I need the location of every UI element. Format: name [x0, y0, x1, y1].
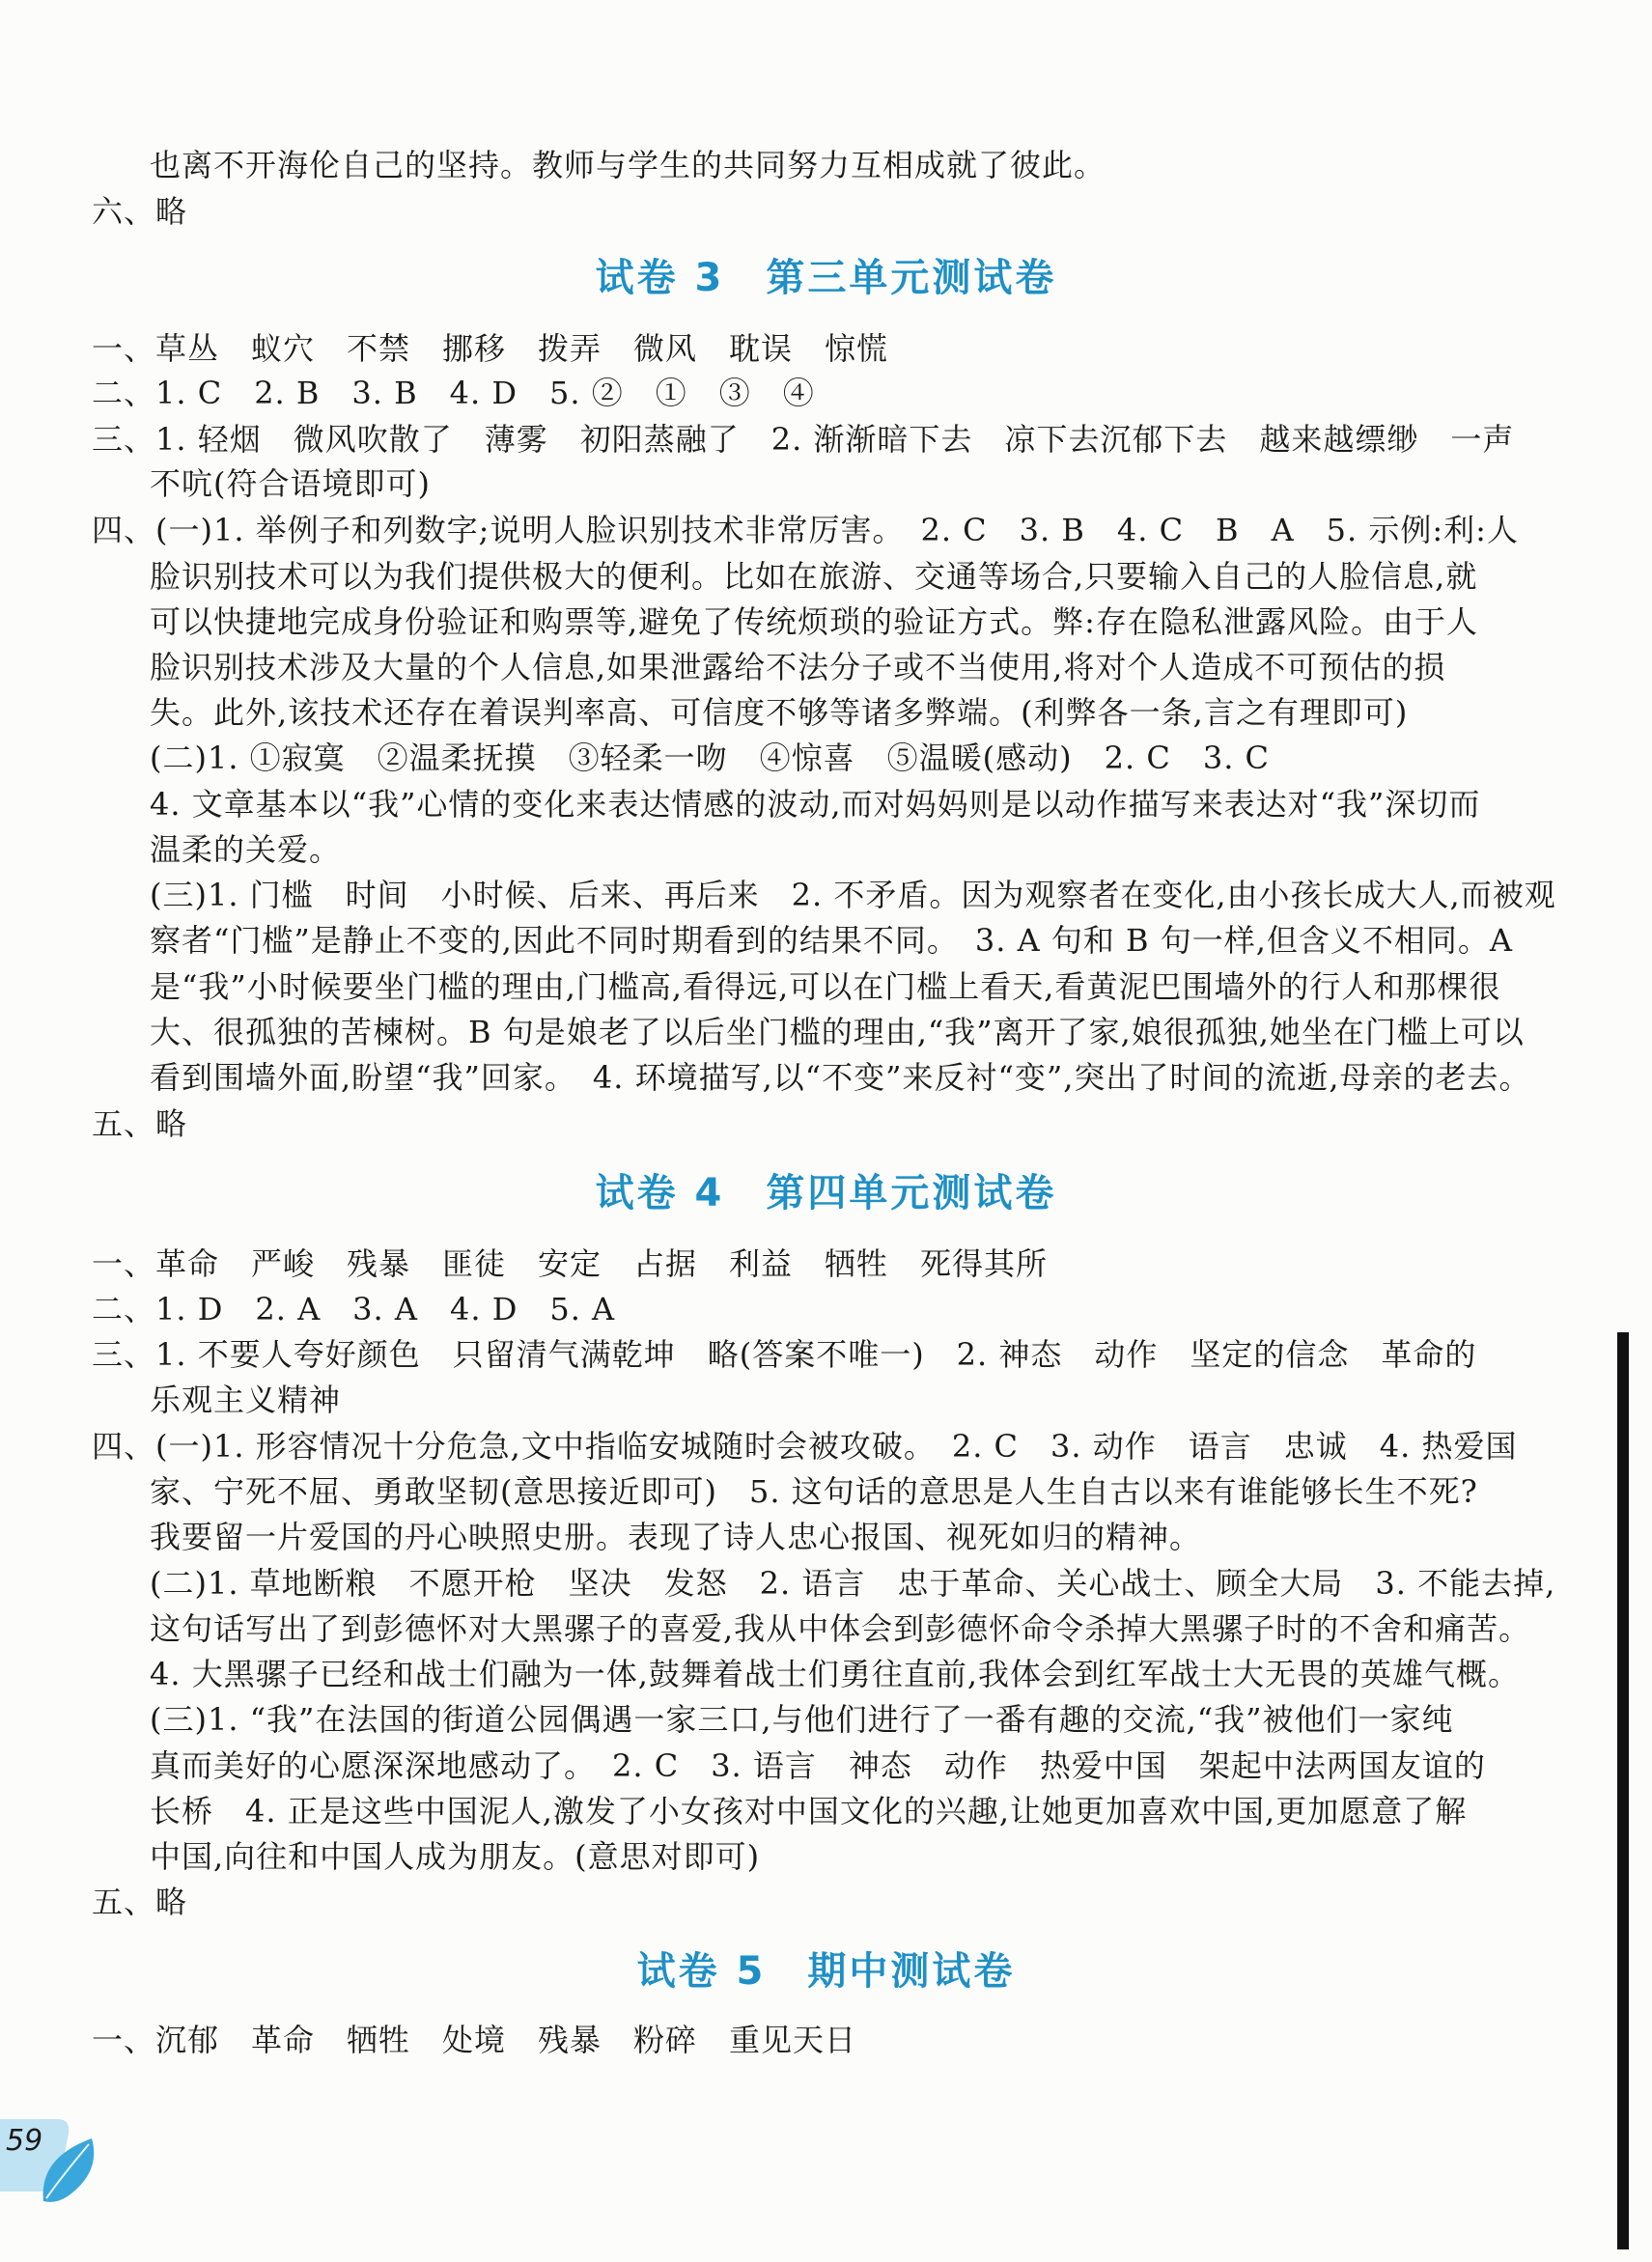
text-line: (二)1. ①寂寞 ②温柔抚摸 ③轻柔一吻 ④惊喜 ⑤温暖(感动) 2. C 3. C — [150, 740, 1271, 776]
text-line: 温柔的关爱。 — [150, 831, 342, 868]
text-line: 中国,向往和中国人成为朋友。(意思对即可) — [150, 1838, 761, 1875]
text-line: 三、1. 轻烟 微风吹散了 薄雾 初阳蒸融了 2. 渐渐暗下去 凉下去沉郁下去 越来越缥缈 一声 — [92, 421, 1515, 458]
section-heading-test3: 试卷 3 第三单元测试卷 — [595, 256, 1057, 300]
text-line: 4. 文章基本以“我”心情的变化来表达情感的波动,而对妈妈则是以动作描写来表达对“我”深切而 — [150, 786, 1481, 823]
text-line: 我要留一片爱国的丹心映照史册。表现了诗人忠心报国、视死如归的精神。 — [150, 1519, 1202, 1555]
text-line: 一、草丛 蚁穴 不禁 挪移 拨弄 微风 耽误 惊慌 — [92, 330, 889, 367]
text-line: 六、略 — [92, 193, 188, 230]
text-line: 五、略 — [92, 1105, 188, 1142]
text-line: 四、(一)1. 举例子和列数字;说明人脸识别技术非常厉害。 2. C 3. B 4. C B A 5. 示例:利:人 — [92, 512, 1519, 548]
text-line: 是“我”小时候要坐门槛的理由,门槛高,看得远,可以在门槛上看天,看黄泥巴围墙外的行人和那棵很 — [150, 968, 1501, 1005]
text-line: (三)1. 门槛 时间 小时候、后来、再后来 2. 不矛盾。因为观察者在变化,由小孩长成大人,而被观 — [150, 877, 1556, 913]
text-line: 真而美好的心愿深深地感动了。 2. C 3. 语言 神态 动作 热爱中国 架起中法两国友谊的 — [150, 1747, 1486, 1784]
text-line: 二、1. D 2. A 3. A 4. D 5. A — [92, 1291, 616, 1327]
text-line: (二)1. 草地断粮 不愿开枪 坚决 发怒 2. 语言 忠于革命、关心战士、顾全大局 3. 不能去掉, — [150, 1565, 1556, 1602]
section-heading-test5: 试卷 5 期中测试卷 — [636, 1949, 1016, 1994]
text-line: 不吭(符合语境即可) — [150, 465, 431, 502]
text-line: 五、略 — [92, 1884, 188, 1920]
text-line: 脸识别技术可以为我们提供极大的便利。比如在旅游、交通等场合,只要输入自己的人脸信息,就 — [150, 558, 1478, 595]
text-line: 失。此外,该技术还存在着误判率高、可信度不够等诸多弊端。(利弊各一条,言之有理即可) — [150, 694, 1409, 731]
text-line: 家、宁死不屈、勇敢坚韧(意思接近即可) 5. 这句话的意思是人生自古以来有谁能够长生不死? — [150, 1473, 1478, 1510]
text-line: 三、1. 不要人夸好颜色 只留清气满乾坤 略(答案不唯一) 2. 神态 动作 坚定的信念 革命的 — [92, 1336, 1477, 1373]
text-line: 脸识别技术涉及大量的个人信息,如果泄露给不法分子或不当使用,将对个人造成不可预估的损 — [150, 649, 1446, 685]
text-line: 也离不开海伦自己的坚持。教师与学生的共同努力互相成就了彼此。 — [150, 147, 1106, 183]
text-line: (三)1. “我”在法国的街道公园偶遇一家三口,与他们进行了一番有趣的交流,“我”被他们一家纯 — [150, 1701, 1454, 1738]
text-line: 可以快捷地完成身份验证和购票等,避免了传统烦琐的验证方式。弊:存在隐私泄露风险。由于人 — [150, 603, 1478, 640]
page-edge-bar — [1617, 1332, 1629, 2249]
text-line: 看到围墙外面,盼望“我”回家。 4. 环境描写,以“不变”来反衬“变”,突出了时间的流逝,母亲的老去。 — [150, 1059, 1531, 1096]
text-line: 4. 大黑骡子已经和战士们融为一体,鼓舞着战士们勇往直前,我体会到红军战士大无畏的英雄气概。 — [150, 1656, 1521, 1692]
text-line: 察者“门槛”是静止不变的,因此不同时期看到的结果不同。 3. A 句和 B 句一样,但含义不相同。A — [150, 922, 1514, 959]
text-line: 大、很孤独的苦楝树。B 句是娘老了以后坐门槛的理由,“我”离开了家,娘很孤独,她坐在门槛上可以 — [150, 1014, 1525, 1050]
section-heading-test4: 试卷 4 第四单元测试卷 — [595, 1171, 1057, 1215]
page-number: 59 — [6, 2124, 43, 2158]
text-line: 一、革命 严峻 残暴 匪徒 安定 占据 利益 牺牲 死得其所 — [92, 1245, 1049, 1282]
text-line: 长桥 4. 正是这些中国泥人,激发了小女孩对中国文化的兴趣,让她更加喜欢中国,更加愿意了解 — [150, 1793, 1468, 1829]
text-line: 一、沉郁 革命 牺牲 处境 残暴 粉碎 重见天日 — [92, 2022, 857, 2058]
text-line: 这句话写出了到彭德怀对大黑骡子的喜爱,我从中体会到彭德怀命令杀掉大黑骡子时的不舍和痛苦。 — [150, 1610, 1531, 1647]
text-line: 二、1. C 2. B 3. B 4. D 5. ② ① ③ ④ — [92, 375, 815, 411]
text-line: 四、(一)1. 形容情况十分危急,文中指临安城随时会被攻破。 2. C 3. 动作 语言 忠诚 4. 热爱国 — [92, 1428, 1518, 1465]
text-line: 乐观主义精神 — [150, 1382, 342, 1418]
